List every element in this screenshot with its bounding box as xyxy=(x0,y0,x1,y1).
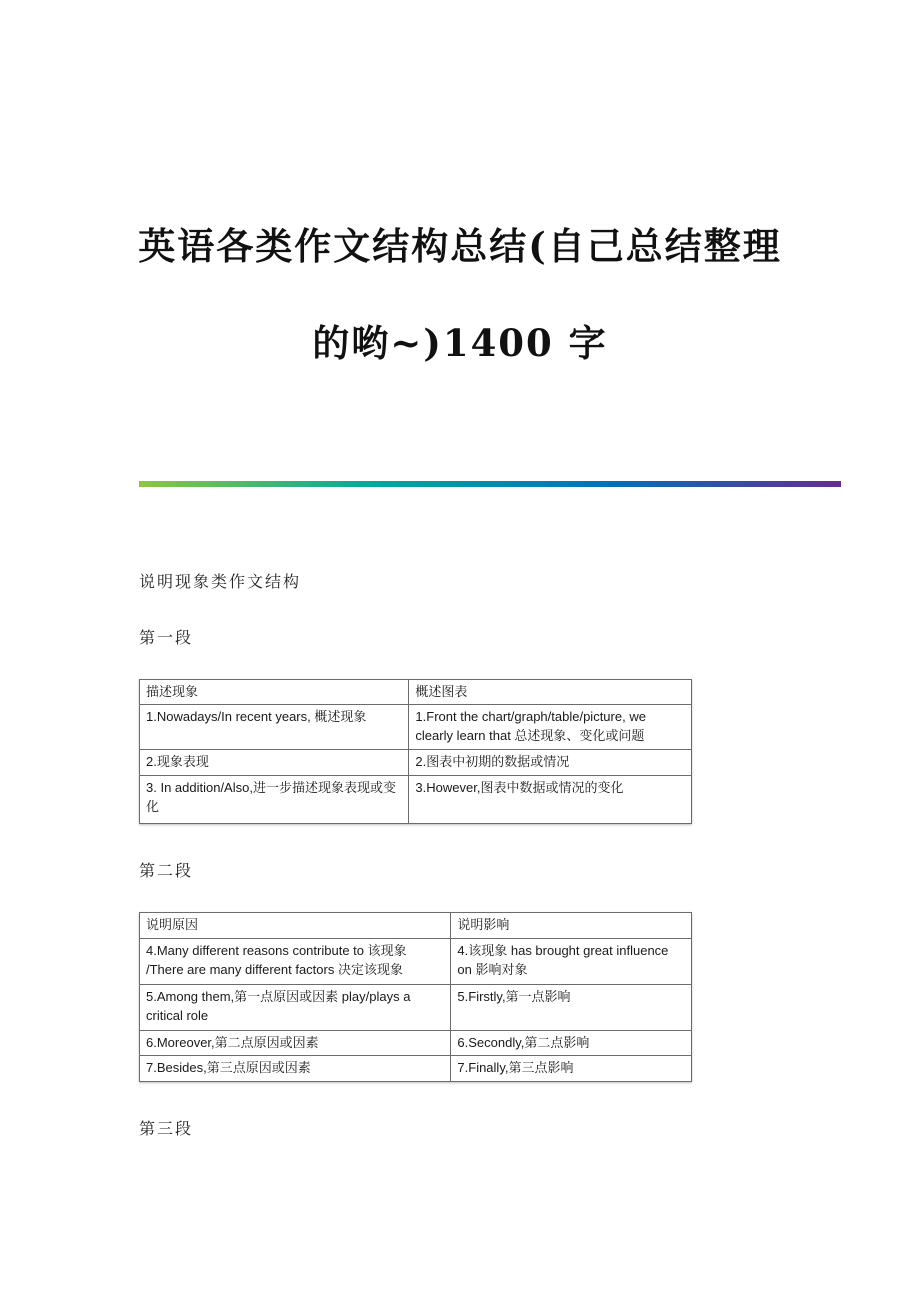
table-header-row xyxy=(140,680,692,705)
document-title-line-1: 英语各类作文结构总结(自己总结整理 xyxy=(138,224,782,268)
table-header-cell: 概述图表 xyxy=(409,680,692,705)
table-header-cell: 说明原因 xyxy=(140,913,451,939)
document-title-line-2: 的哟~)1400 字 xyxy=(312,321,608,365)
paragraph-1-table xyxy=(139,679,692,824)
paragraph-2-label: 第二段 xyxy=(139,861,194,880)
table-cell: 3.However,图表中数据或情况的变化 xyxy=(409,775,692,823)
section-title: 说明现象类作文结构 xyxy=(139,572,302,591)
table-row xyxy=(140,985,692,1031)
table-cell: 5.Among them,第一点原因或因素 play/plays a critical role xyxy=(140,985,451,1031)
table-row xyxy=(140,1056,692,1082)
table-row xyxy=(140,1030,692,1056)
paragraph-3-label: 第三段 xyxy=(139,1119,194,1138)
table-row xyxy=(140,775,692,823)
table-cell: 3. In addition/Also,进一步描述现象表现或变化 xyxy=(140,775,409,823)
table-header-cell: 说明影响 xyxy=(451,913,692,939)
table-row xyxy=(140,705,692,750)
table-row xyxy=(140,750,692,775)
paragraph-1-label: 第一段 xyxy=(139,628,194,647)
table-cell: 4.Many different reasons contribute to 该现象 /There are many different factors 决定该现象 xyxy=(140,938,451,985)
table-cell: 6.Secondly,第二点影响 xyxy=(451,1030,692,1056)
table-header-cell: 描述现象 xyxy=(140,680,409,705)
table-cell: 1.Front the chart/graph/table/picture, we clearly learn that 总述现象、变化或问题 xyxy=(409,705,692,750)
paragraph-2-table xyxy=(139,912,692,1082)
table-row xyxy=(140,938,692,985)
table-cell: 7.Finally,第三点影响 xyxy=(451,1056,692,1082)
table-header-row xyxy=(140,913,692,939)
table-cell: 6.Moreover,第二点原因或因素 xyxy=(140,1030,451,1056)
table-cell: 7.Besides,第三点原因或因素 xyxy=(140,1056,451,1082)
table-cell: 4.该现象 has brought great influence on 影响对象 xyxy=(451,938,692,985)
table-cell: 2.图表中初期的数据或情况 xyxy=(409,750,692,775)
table-cell: 1.Nowadays/In recent years, 概述现象 xyxy=(140,705,409,750)
table-cell: 5.Firstly,第一点影响 xyxy=(451,985,692,1031)
gradient-divider xyxy=(139,481,841,487)
table-cell: 2.现象表现 xyxy=(140,750,409,775)
